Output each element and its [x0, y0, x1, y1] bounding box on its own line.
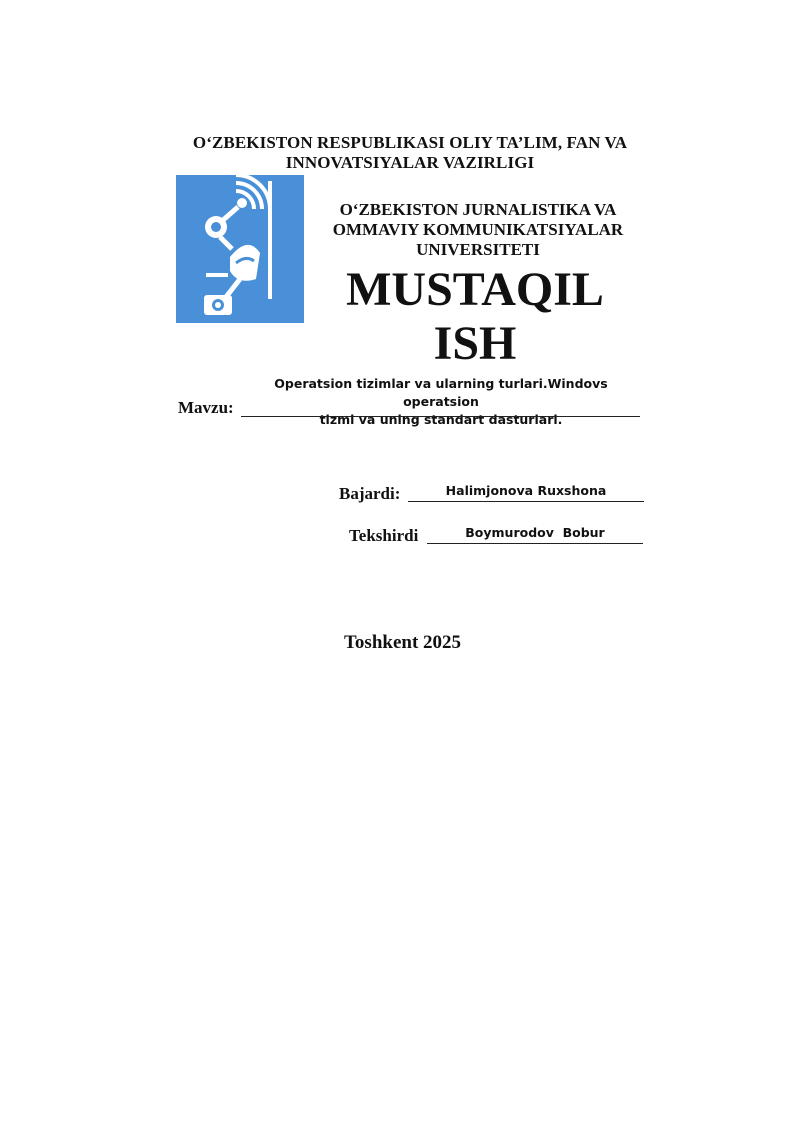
university-line-2: OMMAVIY KOMMUNIKATSIYALAR [332, 220, 624, 239]
city-year: Toshkent 2025 [344, 632, 462, 653]
checked-by-underline [427, 543, 643, 544]
university-heading [308, 200, 648, 260]
topic-label: Mavzu: [178, 398, 234, 417]
university-logo [176, 175, 304, 323]
university-emblem-icon [176, 175, 304, 323]
performed-by-label: Bajardi: [339, 484, 401, 503]
ministry-heading [150, 133, 670, 173]
university-line-1: O‘ZBEKISTON JURNALISTIKA VA [339, 200, 617, 219]
topic-line-2: tizmi va uning standart dasturlari. [319, 412, 563, 427]
performed-by-underline [408, 501, 644, 502]
checked-by-label: Tekshirdi [349, 526, 419, 545]
title-line-1: MUSTAQIL [346, 263, 604, 316]
checked-by-value: Boymurodov Bobur [465, 525, 605, 540]
university-line-3: UNIVERSITETI [416, 240, 540, 259]
ministry-line-2: INNOVATSIYALAR VAZIRLIGI [285, 153, 535, 172]
topic-value [241, 375, 641, 429]
topic-line-1: Operatsion tizimlar va ularning turlari.Windovs operatsion [274, 376, 608, 409]
performed-by-value: Halimjonova Ruxshona [445, 483, 607, 498]
ministry-line-1: O‘ZBEKISTON RESPUBLIKASI OLIY TA’LIM, FAN VA [192, 133, 628, 152]
document-title [300, 263, 650, 371]
title-line-2: ISH [433, 317, 517, 370]
topic-underline [241, 416, 640, 417]
